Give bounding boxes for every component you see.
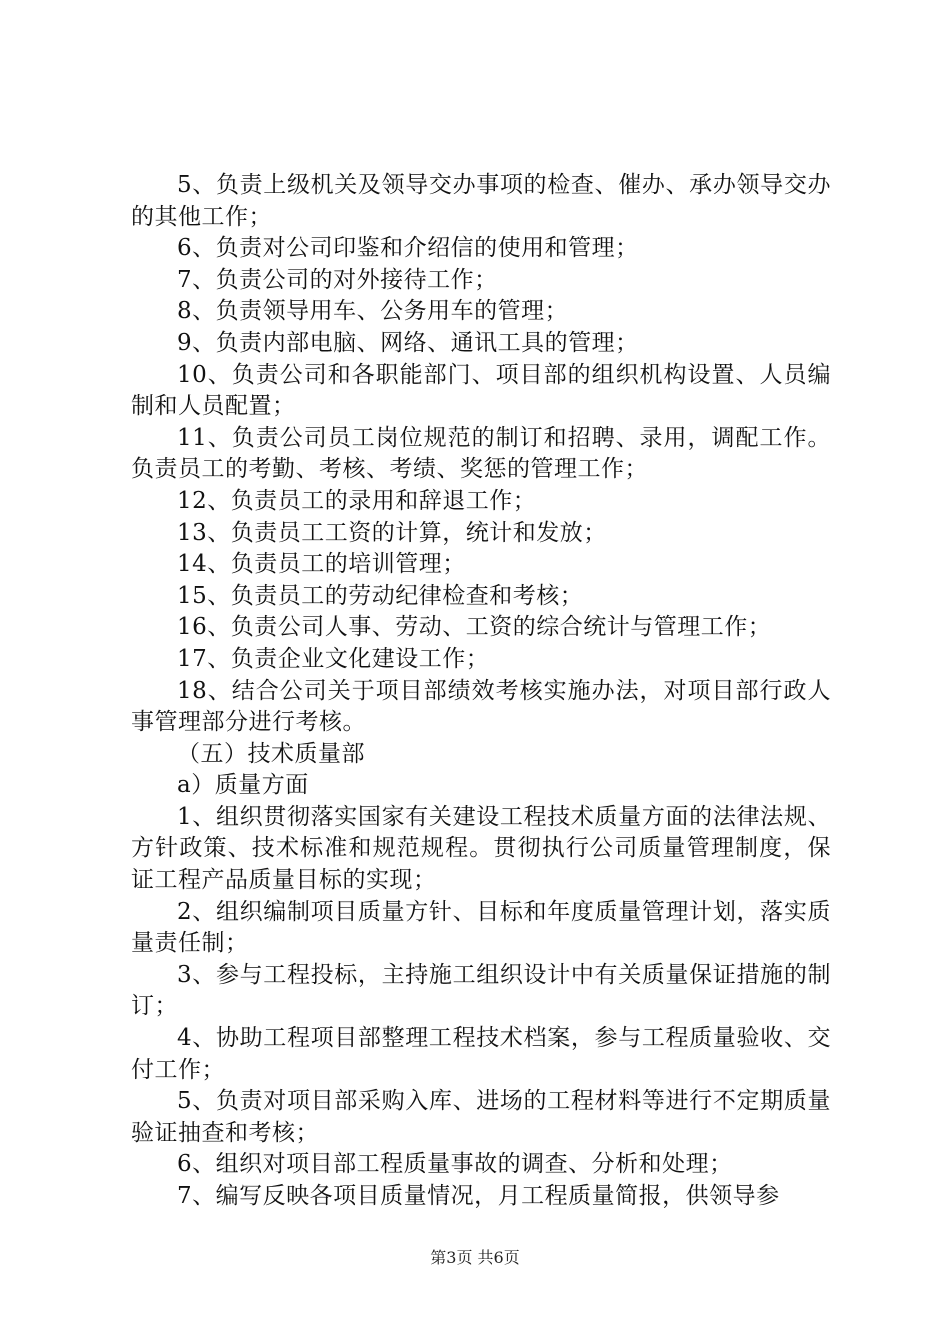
paragraph: 5、负责上级机关及领导交办事项的检查、催办、承办领导交办的其他工作；	[131, 172, 831, 230]
paragraph: 11、负责公司员工岗位规范的制订和招聘、录用，调配工作。负责员工的考勤、考核、考绩、奖惩的管理工作；	[131, 424, 831, 483]
paragraph: 16、负责公司人事、劳动、工资的综合统计与管理工作；	[177, 614, 772, 641]
document-body	[131, 170, 831, 1213]
paragraph: 2、组织编制项目质量方针、目标和年度质量管理计划，落实质量责任制；	[131, 898, 831, 957]
paragraph: 8、负责领导用车、公务用车的管理；	[177, 298, 569, 325]
paragraph: 10、负责公司和各职能部门、项目部的组织机构设置、人员编制和人员配置；	[131, 361, 831, 420]
paragraph: 7、编写反映各项目质量情况，月工程质量简报，供领导参	[177, 1183, 780, 1209]
section-heading: （五）技术质量部	[177, 740, 365, 767]
subsection-heading: a）质量方面	[177, 772, 309, 799]
page-number-footer: 第3页 共6页	[430, 1248, 520, 1267]
paragraph: 14、负责员工的培训管理；	[177, 551, 466, 578]
paragraph: 18、结合公司关于项目部绩效考核实施办法，对项目部行政人事管理部分进行考核。	[131, 677, 831, 736]
paragraph: 17、负责企业文化建设工作；	[177, 645, 490, 672]
paragraph: 13、负责员工工资的计算，统计和发放；	[177, 519, 607, 546]
paragraph: 4、协助工程项目部整理工程技术档案，参与工程质量验收、交付工作；	[131, 1025, 831, 1083]
paragraph: 6、组织对项目部工程质量事故的调查、分析和处理；	[177, 1151, 733, 1178]
paragraph: 7、负责公司的对外接待工作；	[177, 266, 498, 293]
paragraph: 15、负责员工的劳动纪律检查和考核；	[177, 582, 584, 609]
paragraph: 12、负责员工的录用和辞退工作；	[177, 487, 537, 514]
paragraph: 3、参与工程投标，主持施工组织设计中有关质量保证措施的制订；	[131, 961, 831, 1020]
paragraph: 5、负责对项目部采购入库、进场的工程材料等进行不定期质量验证抽查和考核；	[131, 1088, 831, 1146]
paragraph: 1、组织贯彻落实国家有关建设工程技术质量方面的法律法规、方针政策、技术标准和规范规程。贯彻执行公司质量管理制度，保证工程产品质量目标的实现；	[131, 803, 831, 894]
paragraph: 6、负责对公司印鉴和介绍信的使用和管理；	[177, 235, 639, 262]
paragraph: 9、负责内部电脑、网络、通讯工具的管理；	[177, 329, 639, 356]
